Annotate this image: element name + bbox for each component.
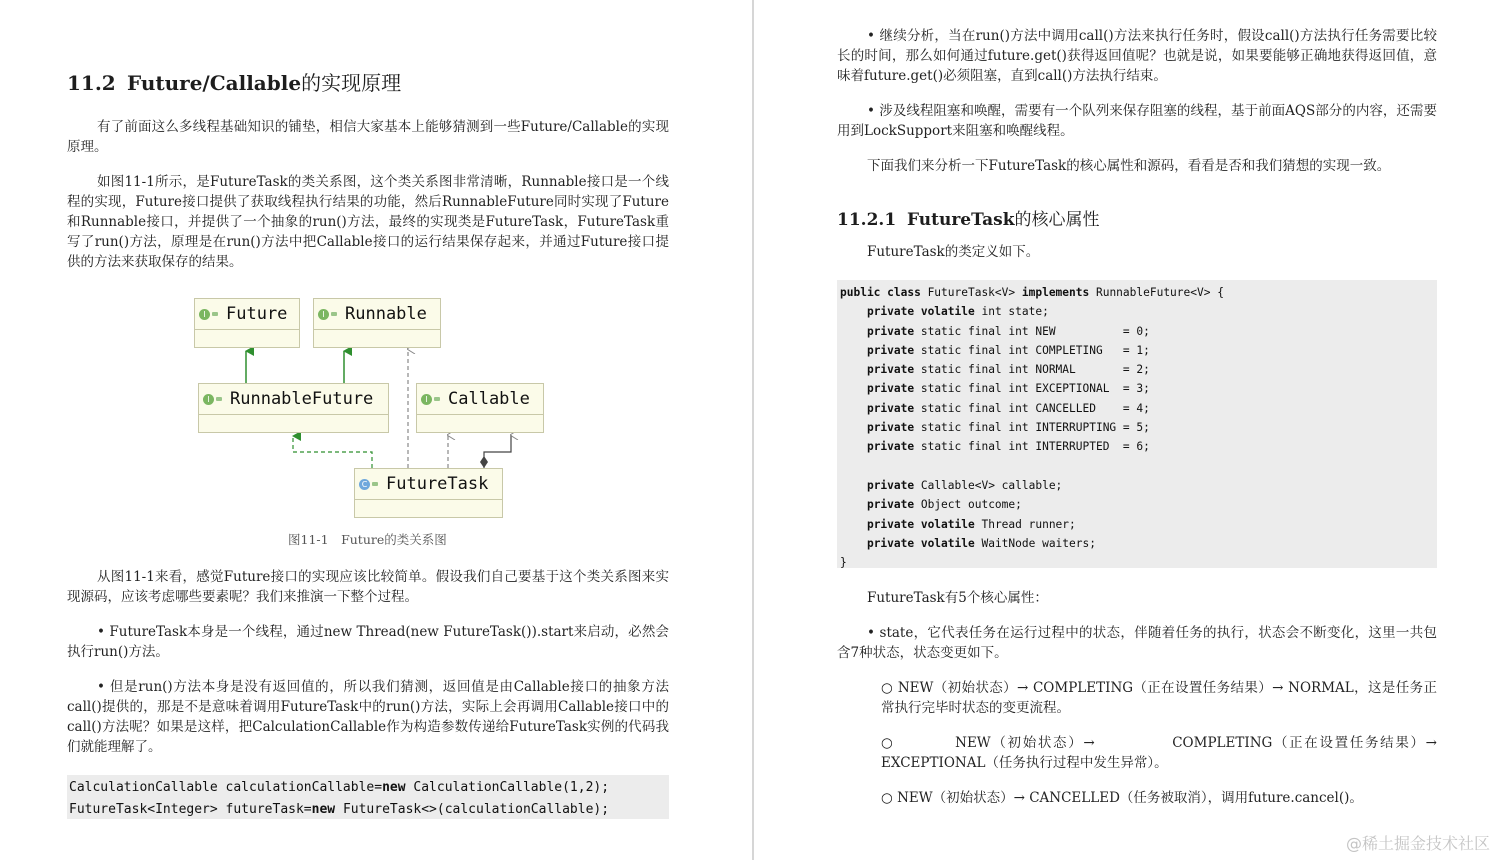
- class-name: Callable: [448, 389, 530, 409]
- section-title-cn: 的实现原理: [301, 71, 402, 95]
- bullet-paragraph: • FutureTask本身是一个线程，通过new Thread(new FutureTask()).start来启动，必然会执行run()方法。: [67, 624, 669, 660]
- paragraph: 从图11-1来看，感觉Future接口的实现应该比较简单。假设我们自己要基于这个类关系图来实现源码，应该考虑哪些要素呢？我们来推演一下整个过程。: [67, 569, 669, 605]
- code-line: CalculationCallable calculationCallable=new CalculationCallable(1,2);: [69, 780, 610, 795]
- class-box-futuretask: [354, 468, 503, 518]
- paragraph: FutureTask有5个核心属性：: [867, 590, 1048, 606]
- class-name: Runnable: [345, 304, 427, 324]
- class-diagram: [192, 295, 558, 528]
- class-icon: C: [359, 479, 370, 490]
- code-line: private static final int INTERRUPTED = 6;: [866, 440, 1150, 454]
- subsection-heading: [837, 205, 1100, 230]
- visibility-icon: [434, 397, 440, 401]
- bullet-paragraph: • state，它代表任务在运行过程中的状态，伴随着任务的执行，状态会不断变化，这里一共包含7种状态，状态变更如下。: [837, 625, 1437, 661]
- interface-icon: I: [421, 394, 432, 405]
- sub-bullet: ○ NEW（初始状态）→ CANCELLED（任务被取消），调用future.cancel()。: [881, 790, 1363, 806]
- composition-diamond: [480, 456, 488, 468]
- code-line: private volatile WaitNode waiters;: [866, 536, 1096, 550]
- code-line: private Callable<V> callable;: [866, 478, 1063, 492]
- visibility-icon: [212, 312, 218, 316]
- sub-bullet: ○ NEW（初始状态）→ COMPLETING（正在设置任务结果）→ EXCEPTIONAL（任务执行过程中发生异常）。: [881, 735, 1437, 771]
- visibility-icon: [216, 397, 222, 401]
- section-number: 11.2: [67, 71, 116, 95]
- interface-icon: I: [318, 309, 329, 320]
- class-name: Future: [226, 304, 288, 324]
- class-name: RunnableFuture: [230, 389, 374, 409]
- subsection-title-latin: FutureTask: [907, 210, 1015, 230]
- subsection-number: 11.2.1: [837, 210, 897, 230]
- section-heading: [67, 67, 401, 96]
- class-box-runnablefuture: [198, 383, 389, 433]
- code-line: FutureTask<Integer> futureTask=new FutureTask<>(calculationCallable);: [69, 802, 610, 817]
- code-line: private Object outcome;: [866, 498, 1022, 512]
- sub-bullet: ○ NEW（初始状态）→ COMPLETING（正在设置任务结果）→ NORMAL，这是任务正常执行完毕时状态的变更流程。: [881, 680, 1437, 716]
- class-box-future: [194, 298, 300, 348]
- paragraph: 有了前面这么多线程基础知识的铺垫，相信大家基本上能够猜测到一些Future/Callable的实现原理。: [67, 119, 669, 155]
- bullet-paragraph: • 但是run()方法本身是没有返回值的，所以我们猜测，返回值是由Callable接口的抽象方法call()提供的，那是不是意味着调用FutureTask中的run()方法，实际上会再调用Callable接口中的call()方法呢？如果是这样，把CalculationCallable作为构造参数传递给FutureTask实例的代码我们就能理解了。: [67, 679, 669, 755]
- code-line: private static final int INTERRUPTING = 5;: [866, 421, 1150, 435]
- visibility-icon: [331, 312, 337, 316]
- class-box-callable: [416, 383, 544, 433]
- watermark: @稀土掘金技术社区: [1345, 834, 1490, 853]
- edge-futuretask-callable-field: [484, 435, 511, 468]
- code-line: [840, 457, 1437, 476]
- edge-futuretask-runnablefuture: [293, 436, 372, 468]
- class-name: FutureTask: [386, 474, 489, 494]
- code-line: private static final int CANCELLED = 4;: [866, 401, 1150, 415]
- figure-caption: 图11-1 Future的类关系图: [288, 532, 447, 547]
- code-line: public class FutureTask<V> implements RunnableFuture<V> {: [840, 286, 1224, 299]
- right-page: [754, 0, 1498, 860]
- subsection-title-cn: 的核心属性: [1014, 210, 1100, 230]
- code-line: private static final int COMPLETING = 1;: [866, 343, 1150, 357]
- bullet-paragraph: • 涉及线程阻塞和唤醒，需要有一个队列来保存阻塞的线程，基于前面AQS部分的内容，还需要用到LockSupport来阻塞和唤醒线程。: [837, 103, 1437, 139]
- code-block: [837, 280, 1437, 568]
- code-line: private volatile int state;: [866, 305, 1049, 319]
- class-box-runnable: [313, 298, 441, 348]
- section-title-latin: Future/Callable: [127, 71, 302, 95]
- visibility-icon: [372, 482, 378, 486]
- interface-icon: I: [199, 309, 210, 320]
- paragraph: 如图11-1所示，是FutureTask的类关系图，这个类关系图非常清晰，Runnable接口是一个线程的实现，Future接口提供了获取线程执行结果的功能，然后RunnableFuture同时实现了Future和Runnable接口，并提供了一个抽象的run()方法，最终的实现类是FutureTask，FutureTask重写了run()方法，原理是在run()方法中把Callable接口的运行结果保存起来，并通过Future接口提供的方法来获取保存的结果。: [67, 174, 669, 270]
- code-line: }: [840, 556, 847, 570]
- code-line: private volatile Thread runner;: [866, 517, 1076, 531]
- code-block: [67, 775, 669, 819]
- paragraph: 下面我们来分析一下FutureTask的核心属性和源码，看看是否和我们猜想的实现一致。: [867, 158, 1391, 174]
- paragraph: FutureTask的类定义如下。: [867, 244, 1040, 260]
- code-line: private static final int NEW = 0;: [866, 324, 1150, 338]
- code-line: private static final int EXCEPTIONAL = 3;: [866, 382, 1150, 396]
- interface-icon: I: [203, 394, 214, 405]
- bullet-paragraph: • 继续分析，当在run()方法中调用call()方法来执行任务时，假设call()方法执行任务需要比较长的时间，那么如何通过future.get()获得返回值呢？也就是说，如果要能够正确地获得返回值，意味着future.get()必须阻塞，直到call()方法执行结束。: [837, 28, 1437, 84]
- code-line: private static final int NORMAL = 2;: [866, 363, 1150, 377]
